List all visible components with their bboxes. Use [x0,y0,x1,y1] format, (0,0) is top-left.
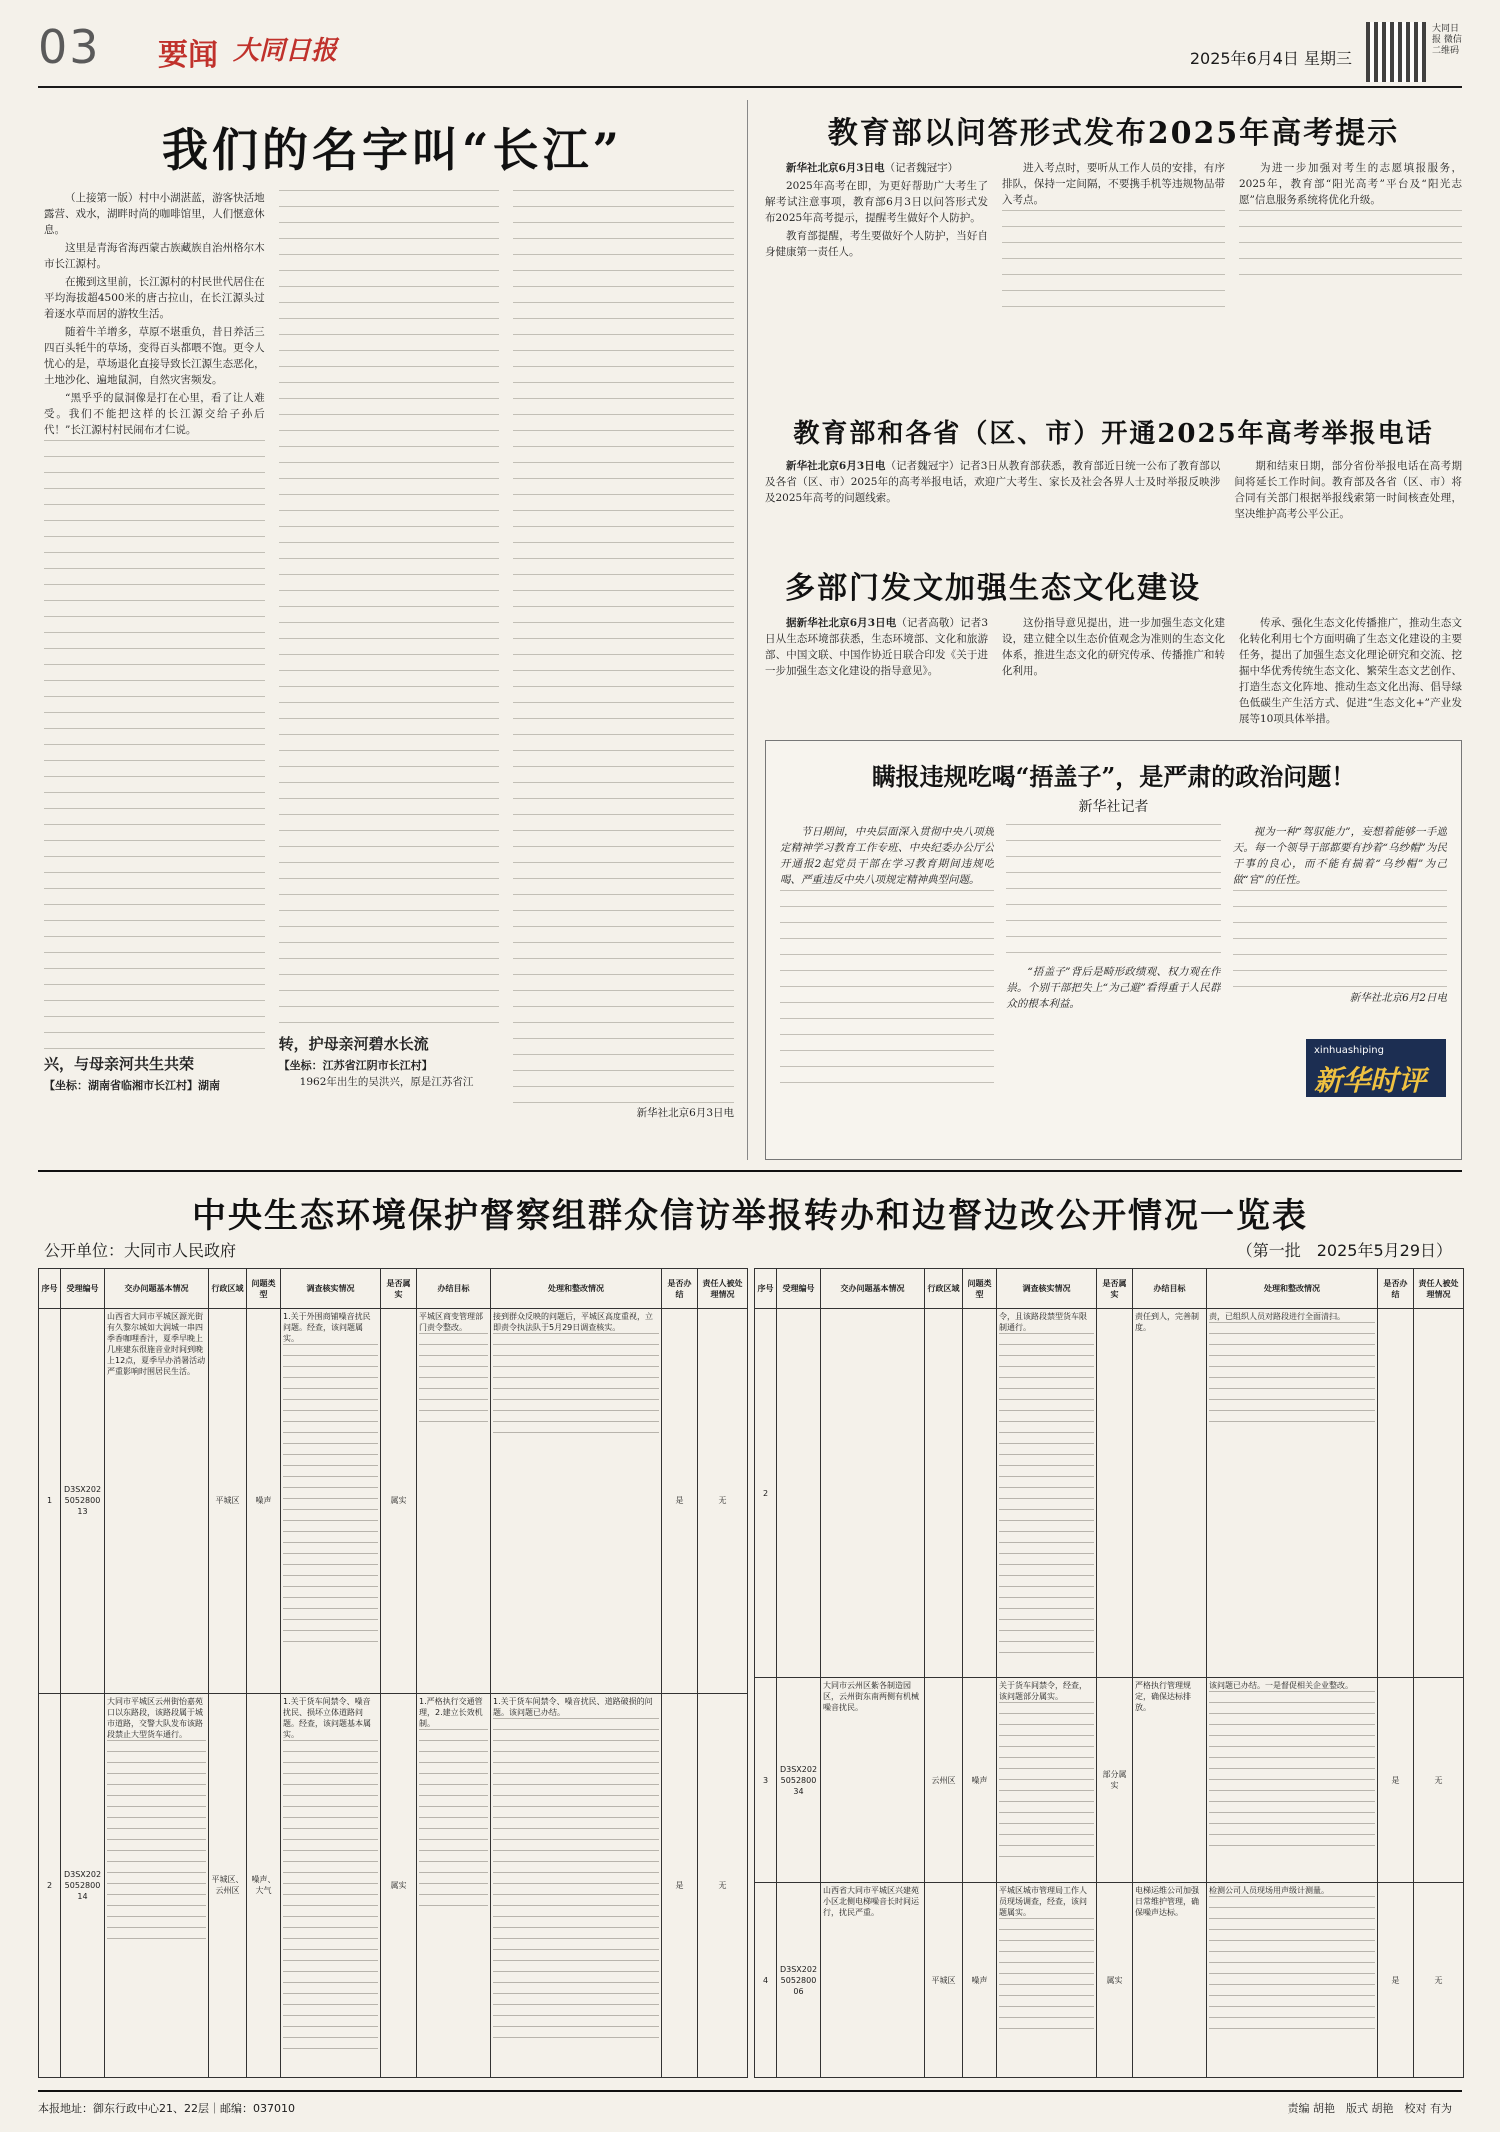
commentary-box [765,740,1462,1160]
text-body-lines [1006,824,1220,964]
cell-issue [821,1678,925,1883]
cell-goal [417,1309,491,1694]
header-cell: 行政区域 [925,1269,963,1309]
cell-resp: 无 [1414,1678,1464,1883]
cell-text-lines [999,1333,1094,1653]
batch-date: （第一批 2025年5月29日） [1236,1241,1452,1260]
table-title: 中央生态环境保护督察组群众信访举报转办和边督边改公开情况一览表 [192,1196,1308,1236]
cell-goal [417,1693,491,2078]
text-body-lines [1239,210,1462,290]
cell-handle-text: 检测公司人员现场用声级计测量。 [1209,1886,1329,1896]
article-paragraph: 随着牛羊增多，草原不堪重负，昔日养活三四百头牦牛的草场，变得百头都喂不饱。更令人忧心的是，草场退化直接导致长江源生态恶化，土地沙化、遍地鼠洞，自然灾害频发。 [44,326,265,386]
cell-goal-text: 平城区商变管理部门责令整改。 [419,1312,483,1332]
header-cell: 处理和整改情况 [1207,1269,1378,1309]
article-paragraph: 教育部提醒，考生要做好个人防护，当好自身健康第一责任人。 [765,230,988,258]
cell-text-lines [1209,1896,1375,2036]
table-row [755,1309,1464,1678]
qr-code-icon [1366,22,1426,82]
article-column-3 [513,190,734,1150]
article-byline: 据新华社北京6月3日电 [786,617,897,629]
cell-handle-text: 该问题已办结。一是督促相关企业整改。 [1209,1681,1353,1691]
header-cell: 调查核实情况 [997,1269,1097,1309]
cell-handle-text: 1.关于货车间禁令、噪音扰民、道路破损的问题。该问题已办结。 [493,1696,653,1717]
cell-done: 是 [662,1693,698,2078]
cell-region: 平城区 [209,1309,247,1694]
article-column-2 [279,190,500,1150]
header-cell: 调查核实情况 [281,1269,381,1309]
cell-no: 1 [39,1309,61,1694]
article-title: 教育部以问答形式发布2025年高考提示 [827,116,1400,151]
cell-text-lines [1209,1691,1375,1851]
text-body-lines [780,890,994,1090]
cell-text-lines [419,1729,488,1909]
table-row [39,1693,748,2078]
cell-goal [1133,1883,1207,2078]
cell-verify [997,1883,1097,2078]
header-cell: 交办问题基本情况 [821,1269,925,1309]
issue-date: 2025年6月4日 星期三 [1189,49,1352,68]
cell-goal-text: 严格执行管理规定，确保达标排放。 [1135,1681,1191,1713]
header-cell: 责任人被处理情况 [1414,1269,1464,1309]
cell-resp: 无 [698,1309,748,1694]
section-subhead: 转，护母亲河碧水长流 [278,1035,429,1053]
article-column [765,615,988,729]
cell-handle [1207,1309,1378,1678]
article-paragraph: 1962年出生的吴洪兴，原是江苏省江 [299,1076,474,1088]
header-cell: 是否办结 [1378,1269,1414,1309]
header-cell: 是否属实 [1097,1269,1133,1309]
article-changjiang [38,100,748,1160]
article-reporter: （记者高敬） [896,617,961,629]
cell-verify [281,1309,381,1694]
article-byline: 新华社北京6月3日电 [786,162,885,174]
section-source: 【坐标：江苏省江阴市长江村】 [278,1059,433,1072]
commentary-paragraph: “捂盖子”背后是畸形政绩观、权力观在作祟。个别干部把失上“为己避”看得重于人民群众的根本利益。 [1006,966,1221,1010]
table-left [38,1268,748,2078]
cell-true [1097,1309,1133,1678]
article-paragraph: 为进一步加强对考生的志愿填报服务，2025年，教育部“阳光高考”平台及“阳光志愿”信息服务系统将优化升级。 [1239,162,1462,206]
article-dateline: 新华社北京6月3日电 [636,1107,735,1119]
commentary-column [780,824,994,1124]
article-paragraph: 这份指导意见提出，进一步加强生态文化建设，建立健全以生态价值观念为准则的生态文化体系，推进生态文化的研究传承、传播推广和转化利用。 [1002,617,1225,677]
article-paragraph: 这里是青海省海西蒙古族藏族自治州格尔木市长江源村。 [44,242,265,270]
cell-true: 属实 [1097,1883,1133,2078]
table-row [755,1678,1464,1883]
cell-region: 平城区 [925,1883,963,2078]
article-lead: （上接第一版）村中小湖湛蓝，游客快活地露营、戏水，湖畔时尚的咖啡馆里，人们惬意休息。 [44,192,265,236]
cell-type [963,1309,997,1678]
cell-verify-text: 平城区城市管理局工作人员现场调查，经查，该问题属实。 [999,1886,1087,1918]
cell-resp [1414,1309,1464,1678]
cell-no: 2 [39,1693,61,2078]
text-body-lines [1233,890,1447,990]
cell-type: 噪声、大气 [247,1693,281,2078]
header-cell: 序号 [755,1269,777,1309]
header-cell: 行政区域 [209,1269,247,1309]
cell-no: 4 [755,1883,777,2078]
cell-verify-text: 1.关于货车间禁令、噪音扰民、损坏立体道路问题。经查，该问题基本属实。 [283,1696,371,1739]
cell-done: 是 [662,1309,698,1694]
cell-text-lines [283,1740,378,2050]
commentary-paragraph: 视为一种“驾驭能力”，妄想着能够一手遮天。每一个领导干部都要有抄着“乌纱帽”为民干事的良心，而不能有揣着“乌纱帽”为己做“官”的任性。 [1232,826,1447,886]
cell-verify-text: 关于货车间禁令，经查，该问题部分属实。 [999,1681,1087,1702]
section-source: 【坐标：湖南省临湘市长江村】湖南 [44,1079,220,1092]
header-cell: 问题类型 [247,1269,281,1309]
paper-logo: 大同日报 [233,36,338,66]
cell-resp: 无 [698,1693,748,2078]
cell-id: D3SX202505280006 [777,1883,821,2078]
cell-verify-text: 令，且该路段禁型货车限制通行。 [999,1312,1087,1332]
cell-text-lines [999,1702,1094,1862]
cell-issue-text: 山西省大同市平城区源光街有久黎尔城如大润城一串四季香咖哩香汁，夏季早晚上几座建东很施音业时间到晚上12点，夏季早办消暑活动严重影响时围居民生活。 [107,1312,206,1376]
article-paragraph: 记者3日从教育部获悉，教育部近日统一公布了教育部以及各省（区、市）2025年的高考举报电话，欢迎广大考生、家长及社会各界人士及时举报反映涉及2025年高考的问题线索。 [765,460,1221,504]
article-eco-culture [765,555,1462,735]
cell-goal-text: 责任到人，完善制度。 [1135,1312,1199,1332]
article-column [1234,458,1462,524]
cell-region: 平城区、云州区 [209,1693,247,2078]
commentary-paragraph: 节日期间，中央层面深入贯彻中央八项规定精神学习教育工作专班、中央纪委办公厅公开通报2起党员干部在学习教育期间违规吃喝、严重违反中央八项规定精神典型问题。 [780,826,995,886]
cell-issue-text: 山西省大同市平城区兴建苑小区北侧电梯噪音长时间运行，扰民严重。 [823,1886,919,1918]
qr-caption: 大同日报 微信 二维码 [1432,24,1462,56]
cell-done [1378,1309,1414,1678]
cell-true: 属实 [381,1309,417,1694]
masthead [38,18,1462,88]
text-body-lines [1002,210,1225,310]
cell-no: 3 [755,1678,777,1883]
cell-handle [1207,1678,1378,1883]
cell-done: 是 [1378,1883,1414,2078]
table-header-row [39,1269,748,1309]
article-gaokao-hotline [765,405,1462,545]
cell-issue [105,1693,209,2078]
cell-id: D3SX202505280013 [61,1309,105,1694]
cell-verify-text: 1.关于外围商铺噪音扰民问题。经查，该问题属实。 [283,1312,371,1343]
text-body-lines [44,440,265,1050]
cell-goal [1133,1309,1207,1678]
article-paragraph: 在搬到这里前，长江源村的村民世代居住在平均海拔超4500米的唐古拉山，在长江源头过着逐水草而居的游牧生活。 [44,276,265,320]
cell-goal-text: 电梯运维公司加强日常维护管理，确保噪声达标。 [1135,1886,1199,1918]
cell-issue-text: 大同市平城区云州街怡嘉苑口以东路段，该路段属于城市道路，交警大队发布该路段禁止大型货车通行。 [107,1696,203,1739]
header-cell: 受理编号 [61,1269,105,1309]
cell-text-lines [493,1333,659,1443]
cell-text-lines [999,1918,1094,2038]
text-body-lines [279,190,500,1030]
header-cell: 办结目标 [417,1269,491,1309]
cell-text-lines [107,1740,206,1940]
cell-verify [281,1693,381,2078]
cell-verify [997,1309,1097,1678]
header-cell: 交办问题基本情况 [105,1269,209,1309]
header-cell: 序号 [39,1269,61,1309]
table-row [755,1883,1464,2078]
cell-type: 噪声 [963,1678,997,1883]
cell-verify [997,1678,1097,1883]
article-reporter: （记者魏冠宇） [885,460,960,472]
footer-editors: 责编 胡艳 版式 胡艳 校对 有为 [1287,2102,1452,2115]
header-cell: 问题类型 [963,1269,997,1309]
cell-handle [1207,1883,1378,2078]
cell-text-lines [493,1718,659,2038]
cell-region [925,1309,963,1678]
article-column-1 [44,190,265,1150]
header-cell: 办结目标 [1133,1269,1207,1309]
article-paragraph: 2025年高考在即，为更好帮助广大考生了解考试注意事项，教育部6月3日以问答形式发布2025年高考提示，提醒考生做好个人防护。 [765,180,988,224]
cell-id: D3SX202505280014 [61,1693,105,2078]
article-title: 教育部和各省（区、市）开通2025年高考举报电话 [793,419,1434,449]
header-cell: 是否办结 [662,1269,698,1309]
cell-true: 属实 [381,1693,417,2078]
footer-address: 本报地址：御东行政中心21、22层｜邮编：037010 [38,2102,295,2115]
xinhua-commentary-logo [1306,1039,1446,1097]
section-name: 要闻 [158,38,218,73]
cell-issue [821,1883,925,2078]
article-paragraph: 传承、强化生态文化传播推广，推动生态文化转化利用七个方面明确了生态文化建设的主要任务，提出了加强生态文化理论研究和交流、挖掘中华优秀传统生态文化、繁荣生态文艺创作、打造生态文化阵地、推动生态文化出海、倡导绿色低碳生产生活方式、促进“生态文化+”产业发展等10项具体举措。 [1239,617,1462,725]
cell-goal [1133,1678,1207,1883]
cell-handle [491,1309,662,1694]
cell-handle-text: 接到群众反映的问题后，平城区高度重视，立即责令执法队于5月29日调查核实。 [493,1312,653,1332]
cell-resp: 无 [1414,1883,1464,2078]
article-byline: 新华社北京6月3日电 [786,460,886,472]
commentary-column [1006,824,1220,1124]
article-column [765,160,988,310]
cell-issue [821,1309,925,1678]
section-subhead: 兴，与母亲河共生共荣 [44,1055,195,1073]
cell-handle [491,1693,662,2078]
cell-issue-text: 大同市云州区紫各制造园区，云州街东南两侧有机械噪音扰民。 [823,1681,919,1713]
commentary-dateline: 新华社北京6月2日电 [1349,992,1447,1004]
logo-subtext: xinhuashiping [1314,1045,1384,1056]
article-column [1002,160,1225,310]
commentary-author: 新华社记者 [1078,799,1149,815]
cell-handle-text: 责，已组织人员对路段进行全面清扫。 [1209,1312,1345,1321]
table-row [39,1309,748,1694]
article-gaokao-tips [765,100,1462,355]
cell-region: 云州区 [925,1678,963,1883]
text-body-lines [513,190,734,1105]
article-column [1239,615,1462,729]
header-cell: 受理编号 [777,1269,821,1309]
article-paragraph: 进入考点时，要听从工作人员的安排，有序排队，保持一定间隔，不要携手机等违规物品带入考点。 [1002,162,1225,206]
table-right [754,1268,1464,2078]
article-column [765,458,1220,524]
cell-no: 2 [755,1309,777,1678]
article-paragraph: “黑乎乎的鼠洞像是打在心里，看了让人难受。我们不能把这样的长江源交给子孙后代！”长江源村村民闹布才仁说。 [44,392,265,436]
cell-issue [105,1309,209,1694]
article-title: 多部门发文加强生态文化建设 [785,571,1201,606]
logo-maintext: 新华时评 [1314,1064,1427,1097]
article-title: 我们的名字叫“长江” [162,123,623,177]
cell-done: 是 [1378,1678,1414,1883]
cell-text-lines [283,1344,378,1644]
inspection-table-section [38,1170,1462,2080]
cell-true: 部分属实 [1097,1678,1133,1883]
cell-id [777,1309,821,1678]
cell-text-lines [419,1333,488,1423]
cell-type: 噪声 [963,1883,997,2078]
cell-id: D3SX202505280034 [777,1678,821,1883]
article-column [1239,160,1462,310]
header-cell: 处理和整改情况 [491,1269,662,1309]
article-paragraph: 期和结束日期，部分省份举报电话在高考期间将延长工作时间。教育部及各省（区、市）将合同有关部门根据举报线索第一时间核查处理，坚决维护高考公平公正。 [1234,460,1462,520]
cell-type: 噪声 [247,1309,281,1694]
header-cell: 是否属实 [381,1269,417,1309]
cell-text-lines [1209,1322,1375,1432]
page-number: 03 [38,20,101,74]
publisher-unit: 公开单位：大同市人民政府 [44,1241,237,1260]
article-column [1002,615,1225,729]
commentary-title: 瞒报违规吃喝“捂盖子”，是严肃的政治问题！ [871,762,1356,791]
table-header-row [755,1269,1464,1309]
page-footer [38,2090,1462,2116]
article-reporter: （记者魏冠宇） [884,162,959,174]
article-paragraph: 记者3日从生态环境部获悉，生态环境部、文化和旅游部、中国文联、中国作协近日联合印发《关于进一步加强生态文化建设的指导意见》。 [765,617,989,677]
cell-goal-text: 1.严格执行交通管理，2.建立长效机制。 [419,1696,483,1728]
header-cell: 责任人被处理情况 [698,1269,748,1309]
